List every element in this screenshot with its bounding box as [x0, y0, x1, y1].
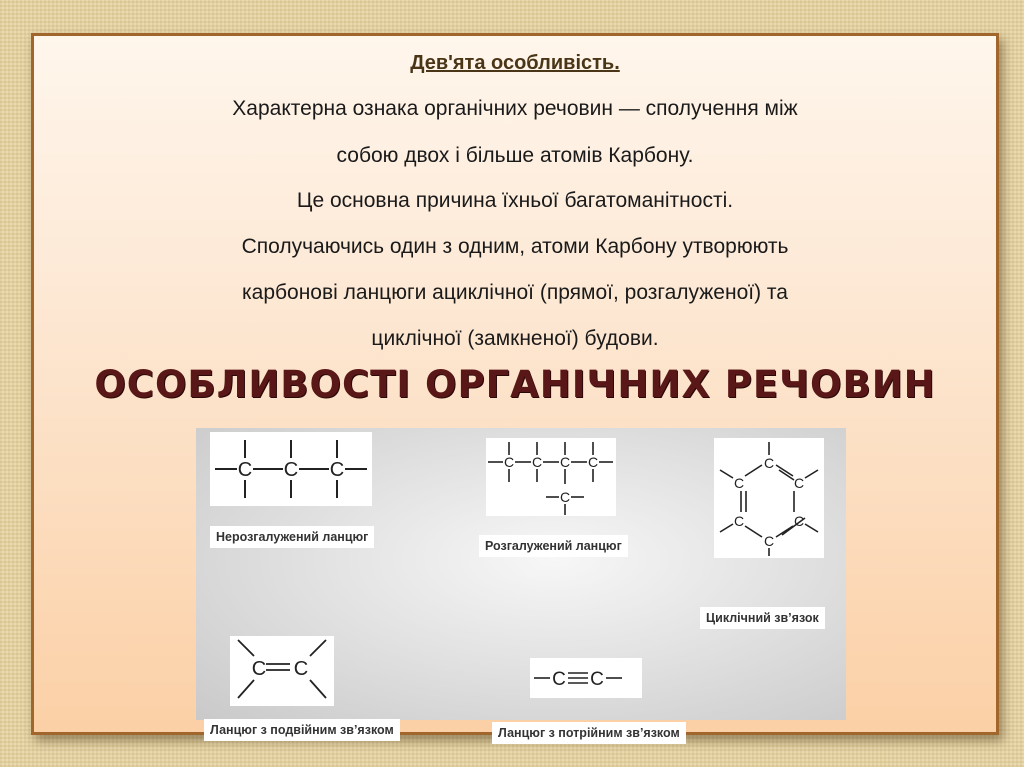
atom-label: C	[552, 669, 566, 690]
slide-card	[31, 33, 999, 740]
unbranched-chain-formula	[210, 432, 372, 506]
atom-label: C	[587, 454, 599, 470]
atom-label: C	[793, 475, 805, 491]
slide-heading: Дев'ята особливість.	[410, 52, 620, 74]
atom-label: C	[763, 533, 775, 549]
caption-branched: Розгалужений ланцюг	[479, 535, 628, 557]
triple-bond-formula	[530, 658, 642, 698]
atom-label: C	[283, 459, 299, 481]
paragraph-line-3: Це основна причина їхньої багатоманітності.	[296, 189, 734, 212]
atom-label: C	[733, 513, 745, 529]
atom-label: C	[590, 669, 604, 690]
paragraph-line-4: Сполучаючись один з одним, атоми Карбону утворюють	[241, 235, 789, 258]
atom-label: C	[531, 454, 543, 470]
atom-label: C	[237, 459, 253, 481]
atom-label: C	[329, 459, 345, 481]
atom-label: C	[763, 455, 775, 471]
slide-title: ОСОБЛИВОСТІ ОРГАНІЧНИХ РЕЧОВИН	[94, 363, 936, 406]
atom-label: C	[559, 489, 571, 505]
caption-unbranched: Нерозгалужений ланцюг	[210, 526, 374, 548]
paragraph-line-5: карбонові ланцюги ациклічної (прямої, розгалуженої) та	[242, 281, 788, 304]
caption-cyclic: Циклічний зв’язок	[700, 607, 825, 629]
paragraph-line-1: Характерна ознака органічних речовин — сполучення між	[232, 97, 798, 120]
atom-label: C	[793, 513, 805, 529]
carbon-chains-figure	[196, 428, 846, 740]
atom-label: C	[559, 454, 571, 470]
double-bond-formula	[230, 636, 334, 706]
paragraph-line-6: циклічної (замкненої) будови.	[371, 327, 659, 350]
atom-label: C	[503, 454, 515, 470]
atom-label: C	[251, 658, 267, 680]
caption-double-bond: Ланцюг з подвійним зв’язком	[204, 719, 400, 741]
paragraph-line-2: собою двох і більше атомів Карбону.	[336, 144, 694, 167]
caption-triple-bond: Ланцюг з потрійним зв’язком	[492, 722, 686, 744]
cyclic-formula	[714, 438, 824, 558]
branched-chain-formula	[486, 438, 616, 516]
atom-label: C	[733, 475, 745, 491]
atom-label: C	[293, 658, 309, 680]
